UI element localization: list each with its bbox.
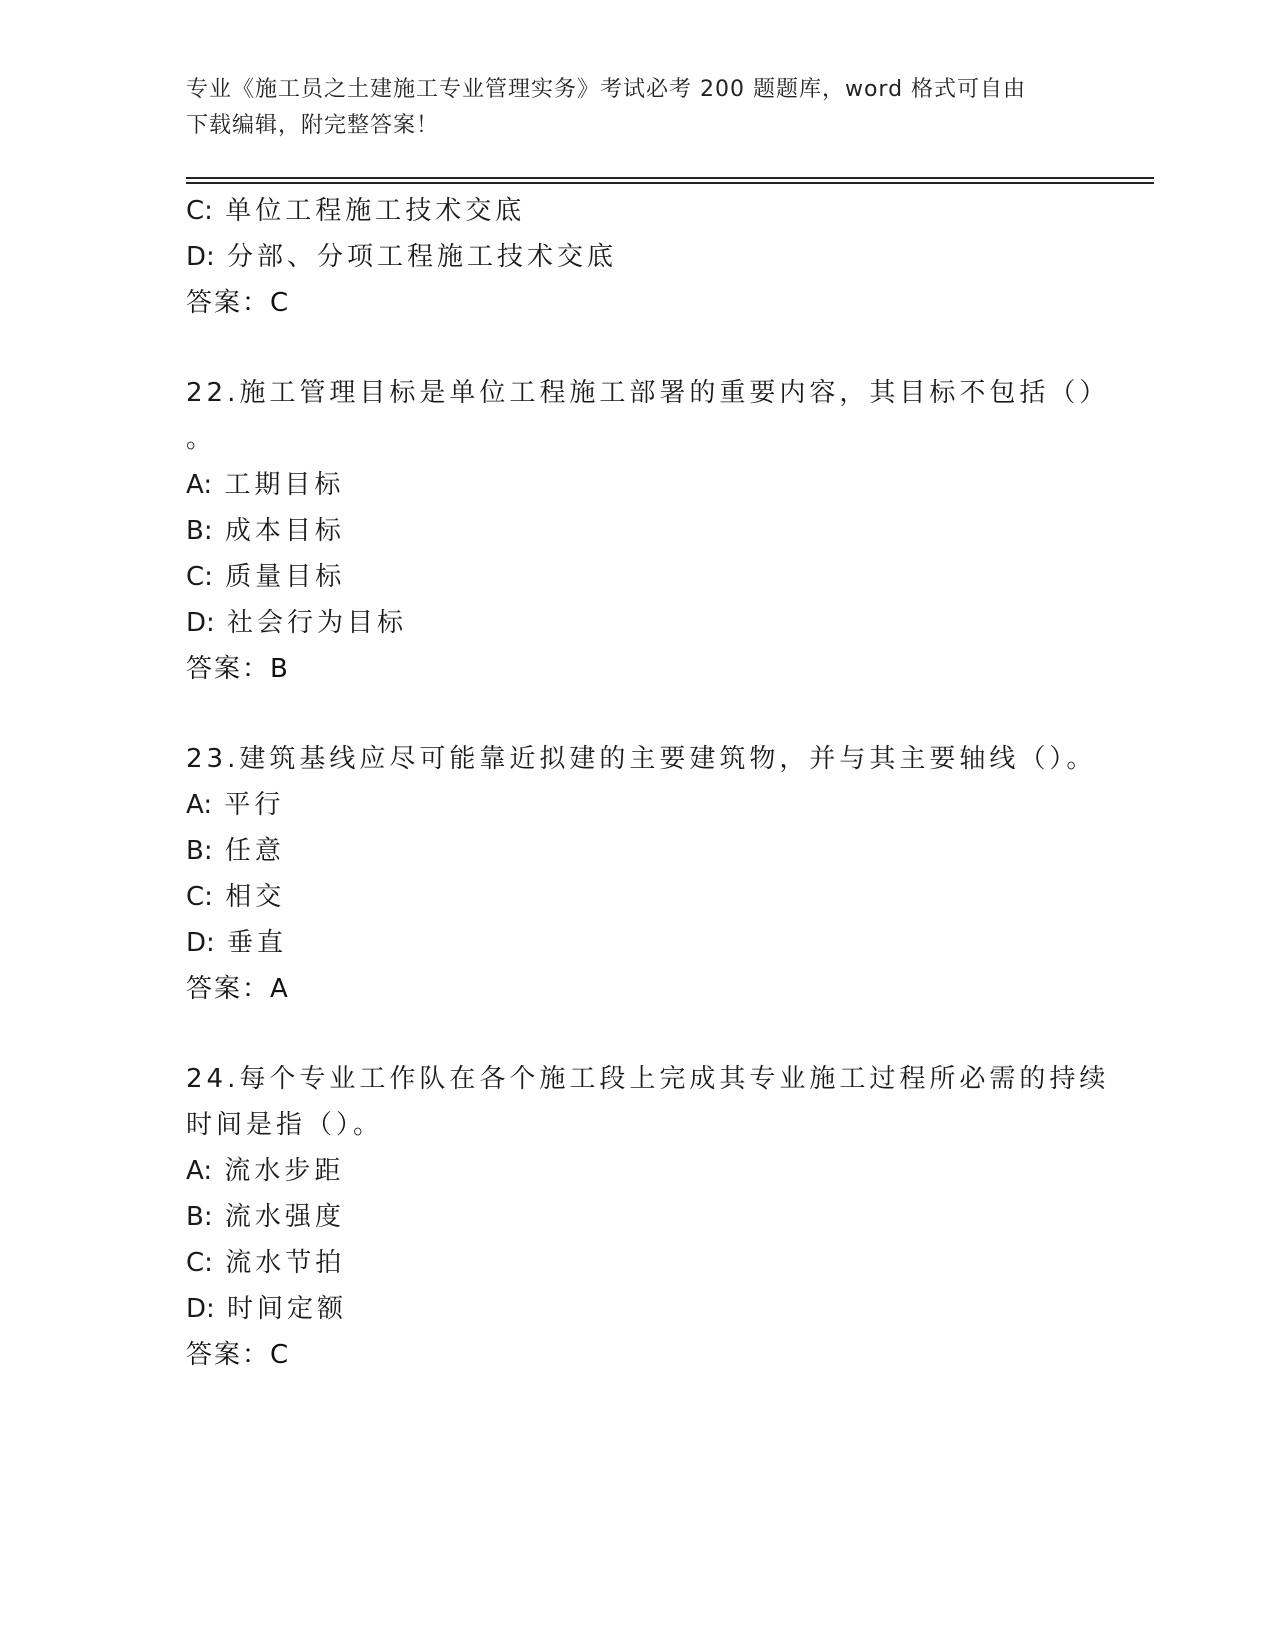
question-21-continuation	[186, 188, 1086, 326]
option-letter: D:	[186, 928, 215, 958]
option-a	[186, 782, 1086, 828]
option-c	[186, 1240, 1086, 1286]
option-b	[186, 1194, 1086, 1240]
option-letter: D:	[186, 1294, 215, 1324]
option-text: 分部、分项工程施工技术交底	[227, 242, 618, 272]
option-text: 流水步距	[224, 1156, 345, 1186]
header-divider-bottom	[186, 182, 1154, 184]
option-text: 平行	[224, 790, 285, 820]
option-text: 流水强度	[224, 1202, 345, 1232]
option-letter: A:	[186, 1156, 213, 1186]
option-text: 流水节拍	[225, 1248, 346, 1278]
option-text: 任意	[224, 836, 285, 866]
option-text: 社会行为目标	[227, 608, 408, 638]
option-d	[186, 234, 1086, 280]
option-letter: D:	[186, 242, 215, 272]
option-text: 相交	[225, 882, 286, 912]
question-23	[186, 736, 1097, 1012]
option-text: 工期目标	[224, 470, 345, 500]
option-c	[186, 874, 1086, 920]
option-letter: B:	[186, 1202, 213, 1232]
option-letter: C:	[186, 1248, 213, 1278]
header-line-1: 专业《施工员之土建施工专业管理实务》考试必考 200 题题库，word 格式可自由	[186, 77, 1027, 102]
option-letter: B:	[186, 836, 213, 866]
question-text-continued: 。	[186, 424, 217, 454]
option-letter: D:	[186, 608, 215, 638]
option-c	[186, 188, 1086, 234]
option-letter: C:	[186, 196, 213, 226]
option-b	[186, 828, 1086, 874]
option-text: 单位工程施工技术交底	[225, 196, 526, 226]
option-text: 时间定额	[227, 1294, 348, 1324]
answer-line: 答案：C	[186, 288, 291, 318]
header-divider-top	[186, 177, 1154, 179]
option-text: 垂直	[227, 928, 288, 958]
option-a	[186, 1148, 1086, 1194]
option-letter: C:	[186, 882, 213, 912]
answer-line: 答案：A	[186, 974, 290, 1004]
option-d	[186, 600, 1086, 646]
question-24	[186, 1056, 1110, 1378]
option-b	[186, 508, 1086, 554]
option-letter: A:	[186, 790, 213, 820]
question-22	[186, 370, 1110, 692]
option-d	[186, 1286, 1086, 1332]
question-text: 22.施工管理目标是单位工程施工部署的重要内容，其目标不包括（）	[186, 378, 1110, 408]
option-a	[186, 462, 1086, 508]
option-letter: A:	[186, 470, 213, 500]
question-text: 24.每个专业工作队在各个施工段上完成其专业施工过程所必需的持续	[186, 1064, 1110, 1094]
answer-line: 答案：B	[186, 654, 290, 684]
question-text-continued: 时间是指（）。	[186, 1110, 384, 1140]
document-header	[186, 72, 1086, 144]
option-letter: B:	[186, 516, 213, 546]
question-list	[186, 188, 1110, 1378]
question-text: 23.建筑基线应尽可能靠近拟建的主要建筑物，并与其主要轴线（）。	[186, 744, 1097, 774]
option-c	[186, 554, 1086, 600]
option-text: 质量目标	[225, 562, 346, 592]
option-text: 成本目标	[224, 516, 345, 546]
option-d	[186, 920, 1086, 966]
answer-line: 答案：C	[186, 1340, 291, 1370]
header-line-2: 下载编辑，附完整答案！	[186, 113, 440, 138]
option-letter: C:	[186, 562, 213, 592]
